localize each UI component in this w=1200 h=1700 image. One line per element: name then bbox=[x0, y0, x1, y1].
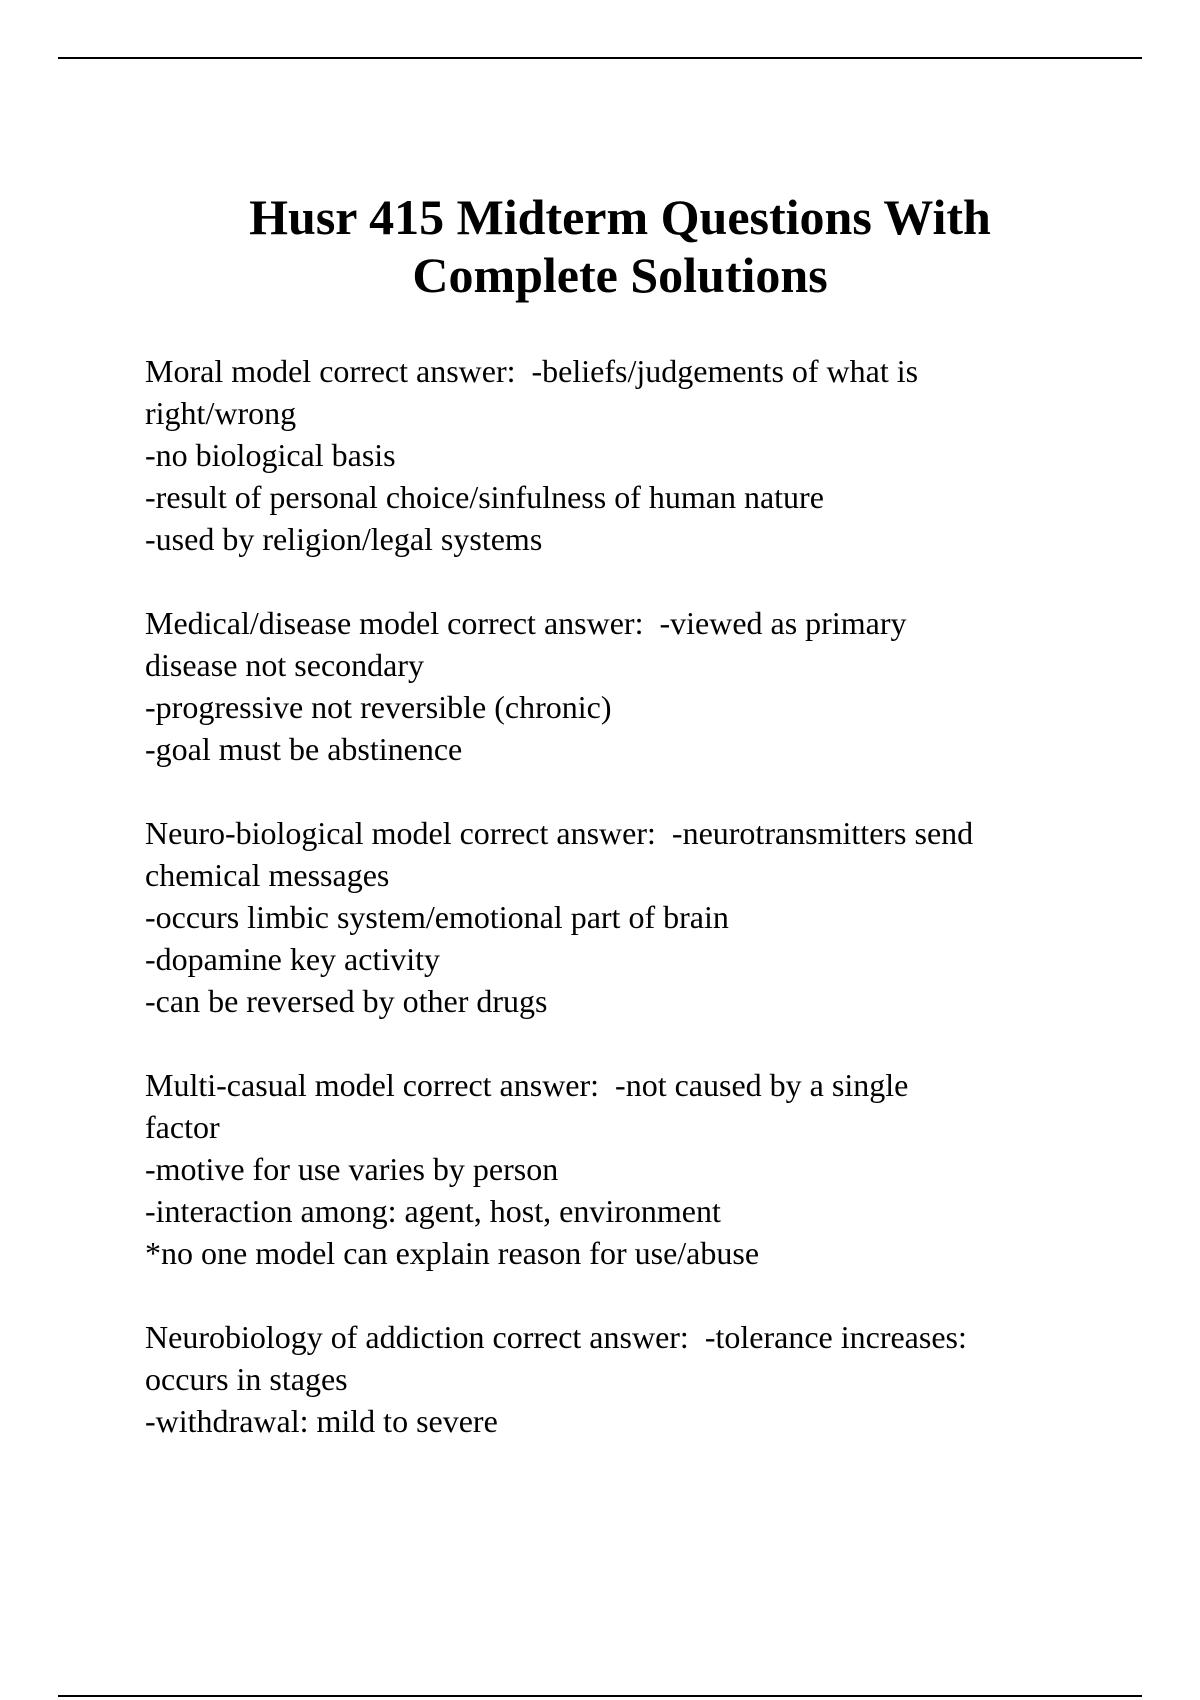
footer-rule bbox=[58, 1695, 1142, 1697]
qa-line: chemical messages bbox=[145, 857, 390, 893]
qa-line: -interaction among: agent, host, environment bbox=[145, 1193, 721, 1229]
qa-line: Medical/disease model correct answer: -viewed as primary bbox=[145, 605, 907, 641]
qa-line: -withdrawal: mild to severe bbox=[145, 1403, 498, 1439]
qa-line: -occurs limbic system/emotional part of brain bbox=[145, 899, 729, 935]
qa-entry-medical-disease-model bbox=[145, 602, 1155, 770]
qa-entry-neuro-biological-model bbox=[145, 812, 1155, 1022]
qa-line: -no biological basis bbox=[145, 437, 396, 473]
qa-line: Multi-casual model correct answer: -not caused by a single bbox=[145, 1067, 909, 1103]
title-line-1: Husr 415 Midterm Questions With bbox=[249, 189, 991, 245]
qa-line: Moral model correct answer: -beliefs/judgements of what is bbox=[145, 353, 919, 389]
qa-line: factor bbox=[145, 1109, 220, 1145]
document-title bbox=[0, 188, 1200, 304]
title-line-2: Complete Solutions bbox=[412, 247, 828, 303]
qa-entry-multi-casual-model bbox=[145, 1064, 1155, 1274]
header-rule bbox=[58, 57, 1142, 59]
qa-line: -dopamine key activity bbox=[145, 941, 441, 977]
qa-line: Neurobiology of addiction correct answer: -tolerance increases: bbox=[145, 1319, 967, 1355]
document-body bbox=[145, 350, 1155, 1484]
qa-line: -goal must be abstinence bbox=[145, 731, 463, 767]
qa-line: right/wrong bbox=[145, 395, 297, 431]
qa-line: -used by religion/legal systems bbox=[145, 521, 543, 557]
qa-line: -progressive not reversible (chronic) bbox=[145, 689, 612, 725]
qa-line: -result of personal choice/sinfulness of human nature bbox=[145, 479, 824, 515]
qa-entry-moral-model bbox=[145, 350, 1155, 560]
qa-line: disease not secondary bbox=[145, 647, 425, 683]
qa-line: occurs in stages bbox=[145, 1361, 348, 1397]
qa-line: -motive for use varies by person bbox=[145, 1151, 559, 1187]
qa-line: -can be reversed by other drugs bbox=[145, 983, 548, 1019]
qa-entry-neurobiology-of-addiction bbox=[145, 1316, 1155, 1442]
qa-line: *no one model can explain reason for use/abuse bbox=[145, 1235, 760, 1271]
qa-line: Neuro-biological model correct answer: -neurotransmitters send bbox=[145, 815, 974, 851]
